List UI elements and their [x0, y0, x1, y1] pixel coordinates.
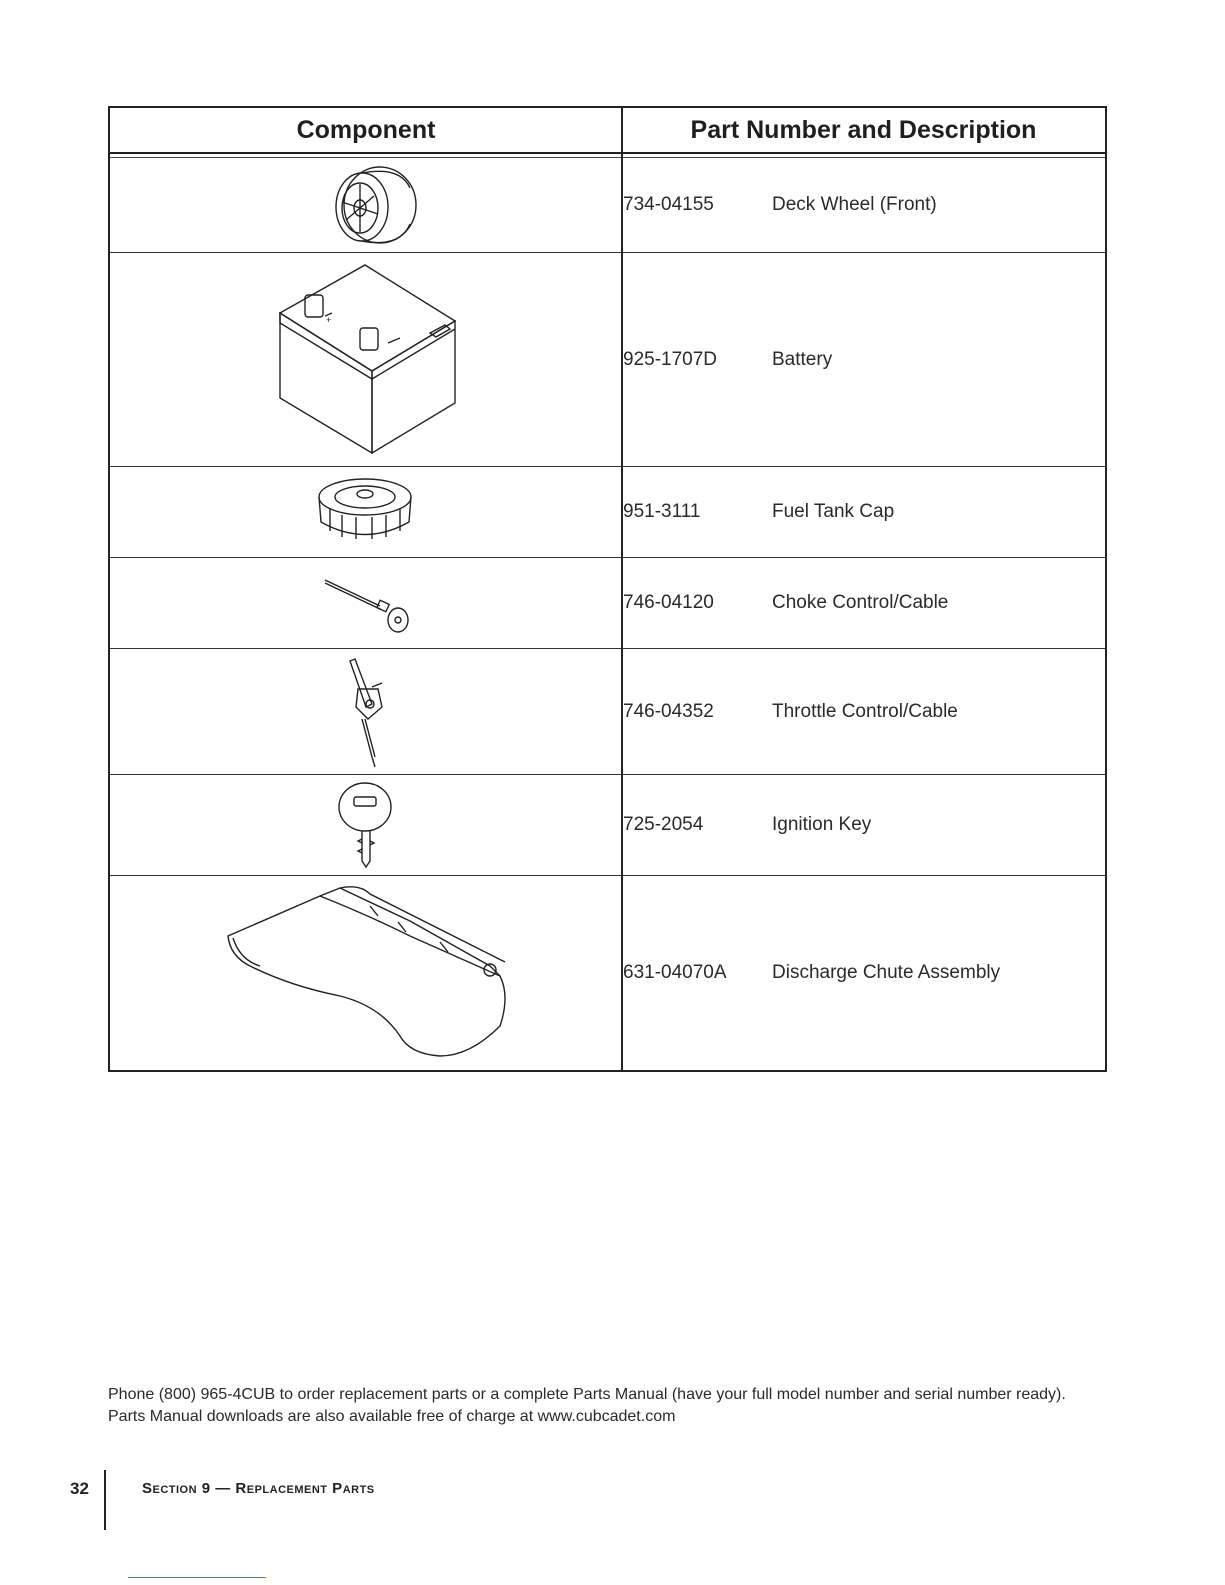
- part-description: Fuel Tank Cap: [772, 501, 895, 522]
- fuel-tank-cap-icon: [110, 467, 621, 557]
- part-description: Battery: [772, 348, 833, 370]
- ordering-note: Phone (800) 965-4CUB to order replacement parts or a complete Parts Manual (have your full model number and serial number ready). Parts Manual downloads are also available free of charge at www.cubcadet.com: [108, 1386, 1066, 1425]
- part-description: Ignition Key: [772, 814, 872, 835]
- part-description: Throttle Control/Cable: [772, 700, 958, 722]
- table-row: [110, 467, 1105, 558]
- part-number: 951-3111: [623, 501, 701, 522]
- table-row: [110, 649, 1105, 775]
- part-description: Choke Control/Cable: [772, 592, 949, 613]
- svg-text:+: +: [326, 315, 332, 325]
- throttle-cable-icon: [110, 649, 621, 774]
- choke-cable-icon: [110, 558, 621, 648]
- battery-icon: [110, 253, 621, 466]
- page-number: 32: [70, 1479, 89, 1498]
- part-number: 631-04070A: [623, 962, 727, 983]
- table-row: [110, 158, 1105, 253]
- table-row: [110, 775, 1105, 876]
- part-description: Discharge Chute Assembly: [772, 962, 1001, 983]
- bottom-rule: [128, 1577, 266, 1578]
- table-header: [110, 108, 1105, 154]
- discharge-chute-icon: [110, 876, 621, 1070]
- ignition-key-icon: [110, 775, 621, 875]
- table-row: [110, 876, 1105, 1070]
- part-number: 734-04155: [623, 194, 714, 215]
- table-row: [110, 253, 1105, 467]
- table-row: [110, 558, 1105, 649]
- part-number: 746-04120: [623, 592, 714, 613]
- part-number: 925-1707D: [623, 348, 718, 370]
- deck-wheel-icon: [110, 158, 621, 252]
- header-part-number-description: Part Number and Description: [690, 115, 1037, 144]
- part-number: 725-2054: [623, 814, 704, 835]
- part-number: 746-04352: [623, 700, 714, 722]
- header-component: Component: [296, 115, 436, 144]
- footer-divider: [104, 1470, 106, 1530]
- part-description: Deck Wheel (Front): [772, 194, 937, 215]
- parts-table: [108, 106, 1107, 1072]
- section-title: Section 9 — Replacement Parts: [142, 1480, 375, 1497]
